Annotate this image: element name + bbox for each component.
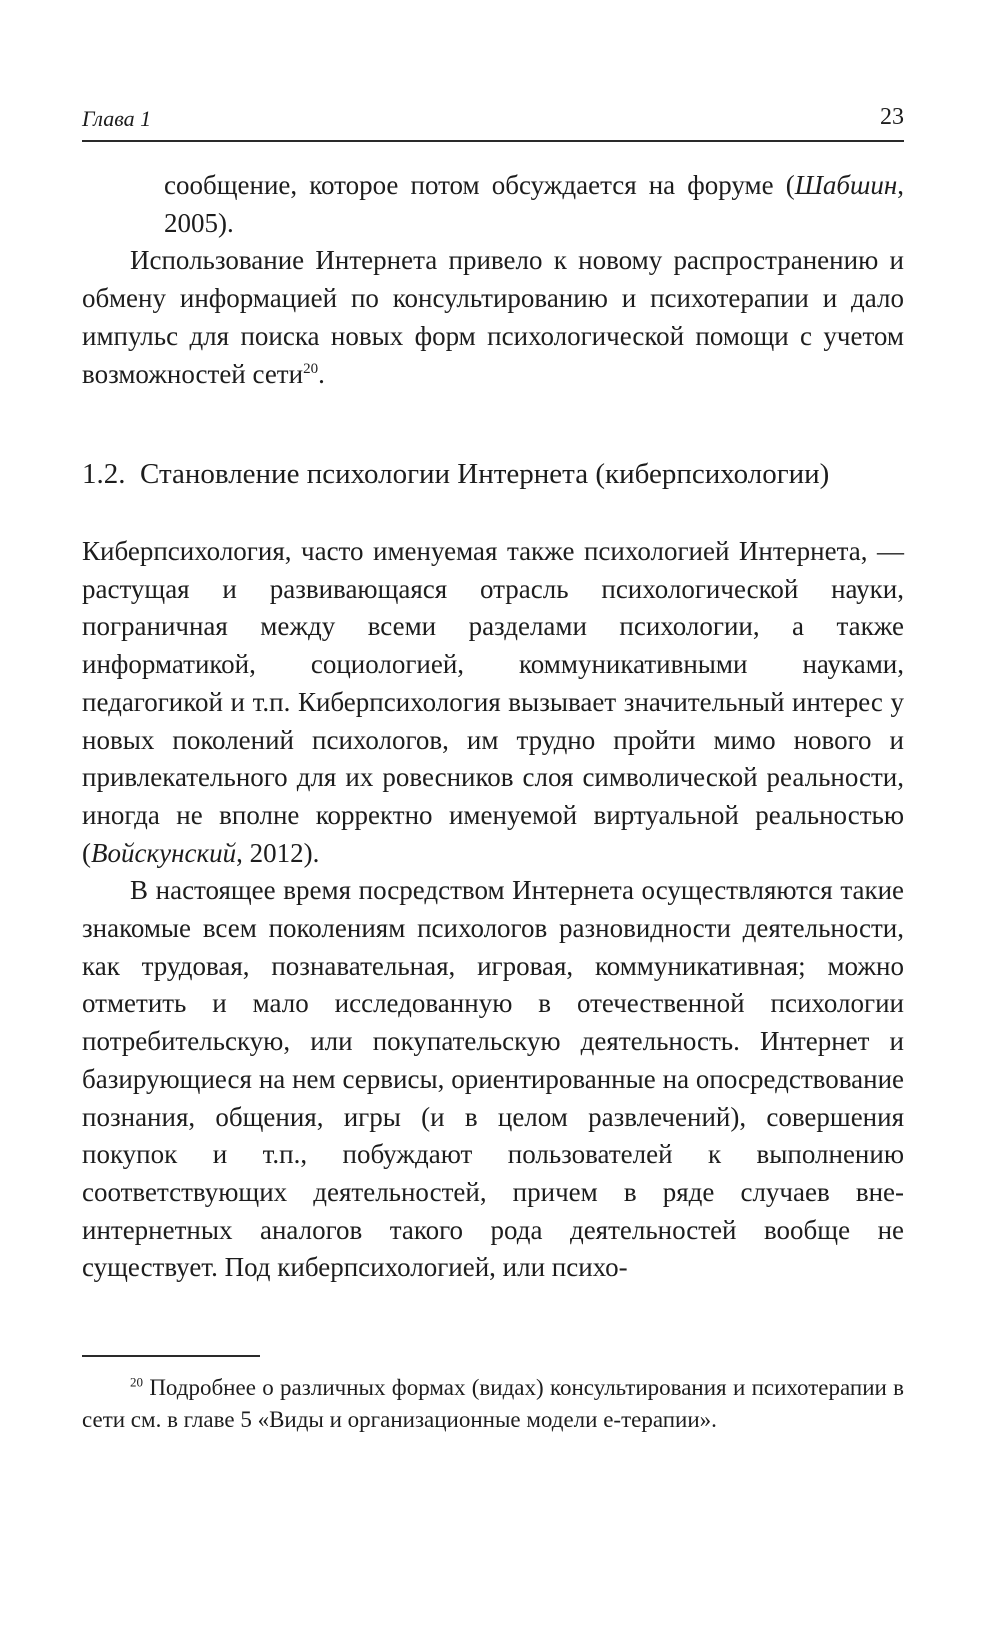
citation-author: Шабшин [794,170,898,200]
paragraph: Киберпсихология, часто именуемая также психологией Интернета, — растущая и развивающаяся отрасль психологической науки, пограничная между всеми разделами психологии, а также информатикой, социологией, коммуникативными науками, педагогикой и т.п. Киберпсихология вызывает значительный интерес у новых поколений психологов, им трудно пройти мимо нового и привлекательного для их ровесников слоя символической реальности, иногда не вполне корректно именуемой виртуальной реальностью (Войскунский, 2012). [82,536,904,868]
footnote [82,1372,904,1436]
footnote-text: Подробнее о различных формах (видах) консультирования и психотерапии в сети см. в главе 5 «Виды и организационные модели е-терапии». [82,1375,904,1432]
section-heading [82,455,904,493]
body-text-block [82,533,904,1287]
chapter-label: Глава 1 [82,106,152,131]
continuation-paragraph: сообщение, которое потом обсуждается на форуме (Шабшин, 2005). [164,170,904,238]
section-number: 1.2. [82,458,126,490]
section-title: Становление психологии Интернета (киберпсихологии) [140,458,830,490]
footnote-number: 20 [130,1374,143,1390]
footnote-divider [82,1355,260,1357]
citation-author: Войскунский [91,837,237,868]
footnote-ref: 20 [303,360,319,377]
running-header [82,104,904,142]
page-number: 23 [880,104,904,130]
paragraph: Использование Интернета привело к новому распространению и обмену информацией по консультированию и психотерапии и дало импульс для поиска новых форм психологической помощи с учетом возможностей сети$^{20}$. [82,245,904,389]
paragraph: В настоящее время посредством Интернета осуществляются такие знакомые всем поколениям психологов разновидности деятельности, как трудовая, познавательная, игровая, коммуникативная; можно отметить и мало исследованную в отечественной психологии потребительскую, или покупательскую деятельность. Интернет и базирующиеся на нем сервисы, ориентированные на опосредствование познания, общения, игры (и в целом развлечений), совершения покупок и т.п., побуждают пользователей к выполнению соответствующих деятельностей, причем в ряде случаев вне-интернетных аналогов такого рода деятельностей вообще не существует. Под киберпсихологией, или психо- [82,875,904,1283]
top-text-block [82,167,904,393]
